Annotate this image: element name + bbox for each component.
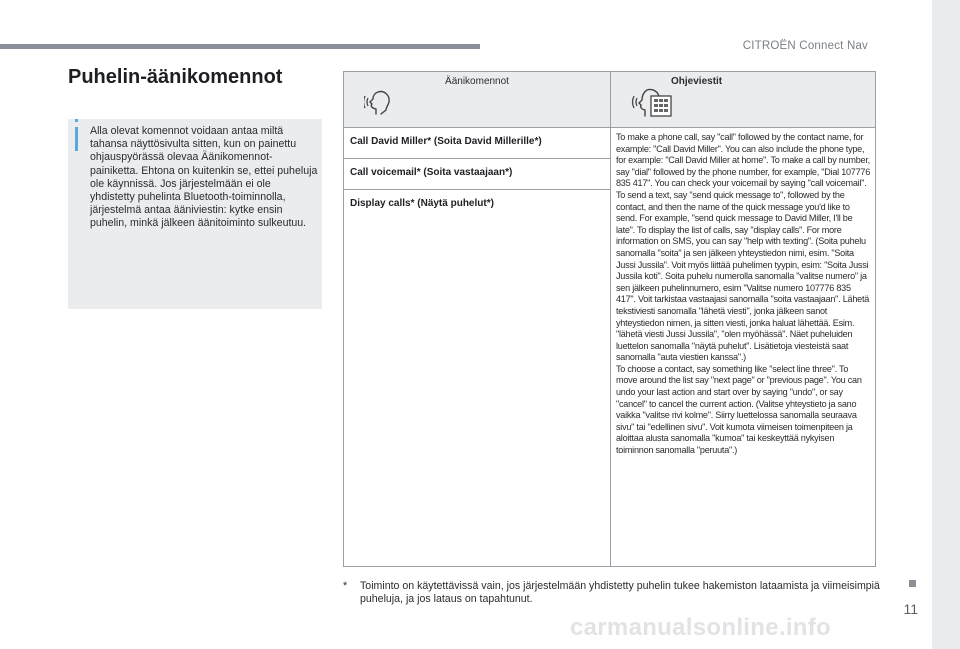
help-text-calls: To make a phone call, say "call" followed by the contact name, for example: "Call David Miller". You can also include the phone type, for example: "Call David Miller at home". To make a call by number, say "dial" followed by the phone number, for example, "Dial 107776 835 417". You can check your voicemail by saying "call voicemail". To send a text, say "send quick message to", followed by the contact, and then the name of the quick message you'd like to send. For example, "send quick message to David Miller, I'll be late". To display the list of calls, say "display calls". For more information on SMS, you can say "help with texting". (Soita puhelu sanomalla "soita" ja sen jälkeen yhteystiedon nimi, esim. "Soita Jussi Jussila". Voit myös liittää puhelimen tyypin, esim: "Soita Jussi Jussila koti". Soita puhelu numerolla sanomalla "valitse numero" ja sen jälkeen puhelinnumero, esim "Valitse numero 107776 835 417". Voit tarkistaa vastaajasi sanomalla "soita vastaajaan". Lähetä tekstiviesti sanomalla "lähetä viesti", jonka jälkeen sanot yhteystiedon nimen, ja sitten viesti, jonka haluat lähettää. Esim. "lähetä viesti Jussi Jussila", "olen myöhässä". Näet puheluiden luettelon sanomalla "näytä puhelut". Lisätietoja viesteistä saat sanomalla "auta viestien kanssa".) (616, 132, 871, 363)
footnote-text: Toiminto on käytettävissä vain, jos järjestelmään yhdistetty puhelin tukee hakemiston lataamista ja viimeisimpiä puheluja, ja jos lataus on tapahtunut. (360, 580, 880, 605)
watermark: carmanualsonline.info (570, 614, 832, 641)
footnote (343, 580, 883, 606)
speaking-head-with-screen-icon (631, 86, 673, 120)
footnote-marker: * (343, 580, 348, 592)
speaking-head-icon (364, 86, 394, 116)
section-marker-icon (909, 580, 916, 587)
command-call-contact: Call David Miller* (Soita David Millerille*) (344, 128, 611, 159)
brand-label: CITROËN Connect Nav (742, 40, 868, 52)
info-icon-dot (75, 119, 78, 122)
page-number: 11 (903, 601, 918, 617)
info-box (68, 119, 322, 309)
help-text-navigation: To choose a contact, say something like "select line three". To move around the list say "next page" or "previous page". You can undo your last action and start over by saying "undo", or say "cancel" to cancel the current action. (Valitse yhteystieto ja sano vaikka "valitse rivi kolme". Siirry luettelossa sanomalla seuraava sivu" tai "edellinen sivu". Voit kumota viimeisen toimenpiteen ja aloittaa alusta sanomalla "kumoa" tai keskeyttää nykyisen toiminnon sanomalla "peruuta".) (616, 363, 862, 456)
info-icon (75, 127, 78, 151)
command-call-voicemail: Call voicemail* (Soita vastaajaan*) (344, 159, 611, 190)
header-voice-commands (344, 72, 611, 128)
header-help-messages (611, 72, 876, 128)
col-header-commands: Äänikomennot (445, 76, 509, 87)
command-display-calls: Display calls* (Näytä puhelut*) (344, 190, 611, 567)
col-header-help: Ohjeviestit (671, 76, 723, 87)
info-text: Alla olevat komennot voidaan antaa miltä tahansa näyttösivulta sitten, kun on painettu ohjauspyörässä olevaa Äänikomennot-painiketta. Ehtona on kuitenkin se, ettei puheluja ole käynnissä. Jos järjestelmään ei ole yhdistetty puhelinta Bluetooth-toiminnolla, järjestelmä antaa ääniviestin: kytke ensin puhelin, minkä jälkeen äänitoiminto sulkeutuu. (90, 125, 318, 230)
header-rule (0, 44, 480, 49)
voice-commands-table (343, 71, 876, 567)
page-title: Puhelin-äänikomennot (68, 66, 283, 88)
help-text-cell (611, 128, 876, 567)
page-edge-strip (932, 0, 960, 649)
